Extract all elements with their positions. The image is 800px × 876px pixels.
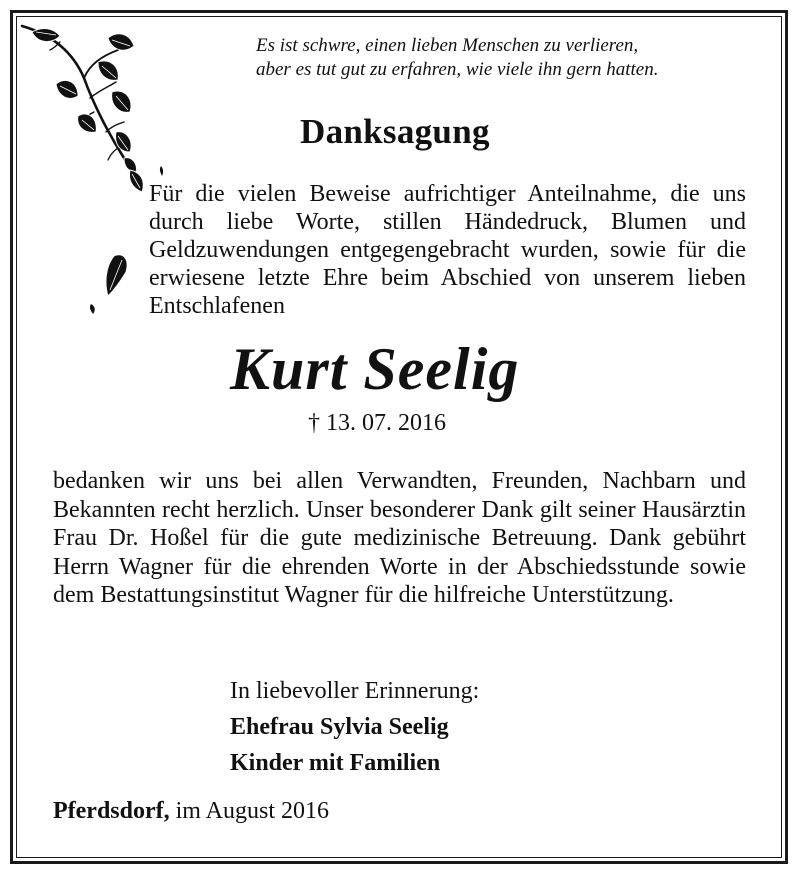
intro-paragraph: Für die vielen Beweise aufrichtiger Anteilnahme, die uns durch liebe Worte, stillen Händedruck, Blumen und Geldzuwendungen entgegengebracht wurden, sowie für die erwiesene letzte Ehre beim Abschied von unserem lieben Entschlafenen: [149, 181, 746, 319]
motto-line-2: aber es tut gut zu erfahren, wie viele ihn gern hatten.: [256, 59, 659, 80]
closing-phrase: In liebevoller Erinnerung:: [230, 678, 480, 704]
place-town: Pferdsdorf,: [53, 798, 170, 824]
death-date: † 13. 07. 2016: [308, 410, 446, 436]
motto-quote: [256, 34, 756, 82]
signer-family: Kinder mit Familien: [230, 750, 441, 776]
deceased-name: Kurt Seelig: [230, 336, 520, 402]
signer-spouse: Ehefrau Sylvia Seelig: [230, 714, 449, 740]
page-title: Danksagung: [300, 112, 490, 151]
thanks-paragraph: bedanken wir uns bei allen Verwandten, Freunden, Nachbarn und Bekannten recht herzlich. Unser besonderer Dank gilt seiner Hausärztin Frau Dr. Hoßel für die gute medizinische Betreuung. Dank gebührt Herrn Wagner für die ehrenden Worte in der Abschiedsstunde sowie dem Bestattungsinstitut Wagner für die hilfreiche Unterstützung.: [53, 468, 746, 609]
motto-line-1: Es ist schwre, einen lieben Menschen zu verlieren,: [256, 35, 639, 56]
birch-branch-icon: [20, 20, 170, 330]
closing-block: [230, 673, 479, 781]
place-date: im August 2016: [175, 798, 329, 824]
place-date-line: [53, 798, 329, 825]
